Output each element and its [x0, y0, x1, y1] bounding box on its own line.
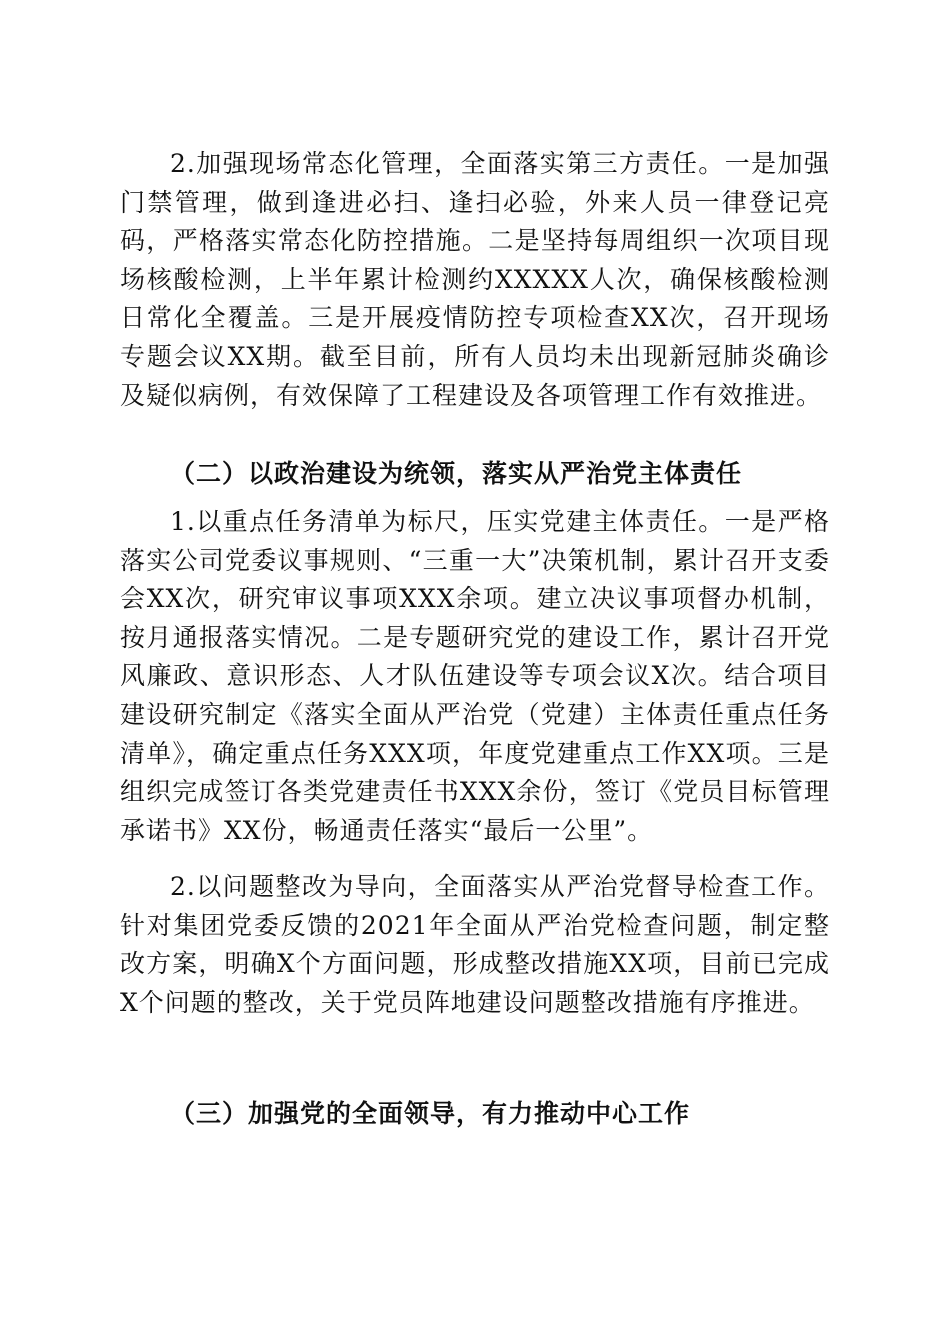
paragraph-key-task-list: 1.以重点任务清单为标尺，压实党建主体责任。一是严格落实公司党委议事规则、“三重一大”决策机制，累计召开支委会XX次，研究审议事项XXX余项。建立决议事项督办机制，按月通报落实情况。二是专题研究党的建设工作，累计召开党风廉政、意识形态、人才队伍建设等专项会议X次。结合项目建设研究制定《落实全面从严治党（党建）主体责任重点任务清单》，确定重点任务XXX项，年度党建重点工作XX项。三是组织完成签订各类党建责任书XXX余份，签订《党员目标管理承诺书》XX份，畅通责任落实“最后一公里”。 [120, 507, 830, 845]
section-heading-political-construction: （二）以政治建设为统领，落实从严治党主体责任 [170, 459, 743, 488]
paragraph-site-management: 2.加强现场常态化管理，全面落实第三方责任。一是加强门禁管理，做到逢进必扫、逢扫必验，外来人员一律登记亮码，严格落实常态化防控措施。二是坚持每周组织一次项目现场核酸检测，上半年累计检测约XXXXX人次，确保核酸检测日常化全覆盖。三是开展疫情防控专项检查XX次，召开现场专题会议XX期。截至目前，所有人员均未出现新冠肺炎确诊及疑似病例，有效保障了工程建设及各项管理工作有效推进。 [120, 149, 830, 410]
section-heading-party-leadership: （三）加强党的全面领导，有力推动中心工作 [170, 1099, 691, 1128]
paragraph-problem-rectification: 2.以问题整改为导向，全面落实从严治党督导检查工作。针对集团党委反馈的2021年全面从严治党检查问题，制定整改方案，明确X个方面问题，形成整改措施XX项，目前已完成X个问题的整改，关于党员阵地建设问题整改措施有序推进。 [120, 872, 830, 1017]
